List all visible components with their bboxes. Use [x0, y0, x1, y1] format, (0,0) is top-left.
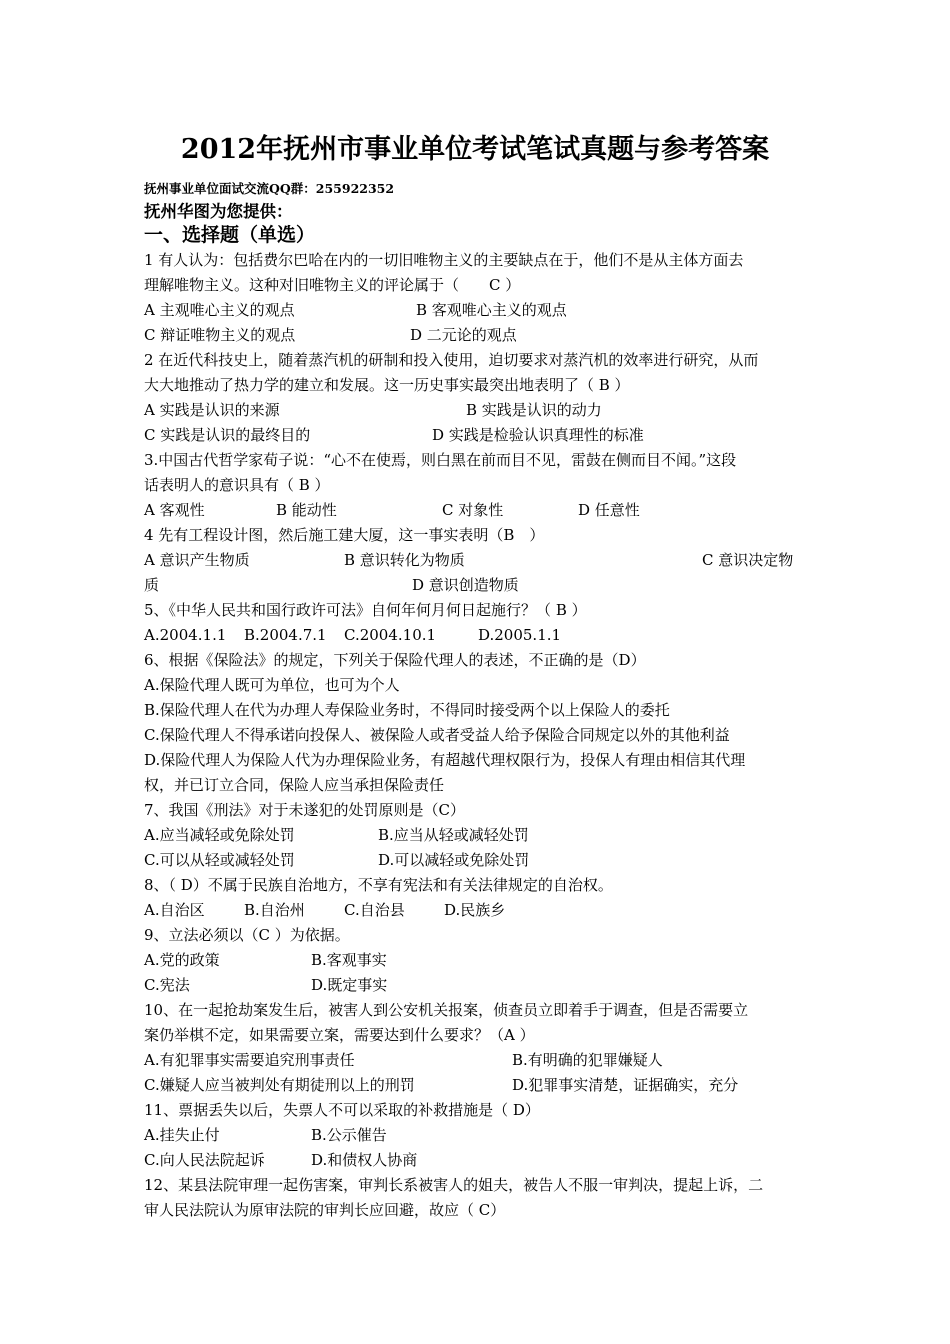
section-heading: 一、选择题（单选）: [144, 224, 316, 246]
question-2-line-2: 大大地推动了热力学的建立和发展。这一历史事实最突出地表明了（ B ）: [144, 376, 630, 394]
option-c: C.可以从轻或减轻处罚: [144, 851, 295, 869]
option-d: D 任意性: [578, 501, 640, 519]
option-b: B 客观唯心主义的观点: [416, 301, 567, 319]
question-11-line-1: 11、票据丢失以后，失票人不可以采取的补救措施是（ D）: [144, 1101, 540, 1119]
option-d: D.民族乡: [444, 901, 506, 919]
question-7-line-1: 7、我国《刑法》对于未遂犯的处罚原则是（C）: [144, 801, 466, 819]
option-c: C 辩证唯物主义的观点: [144, 326, 296, 344]
option-b: B.有明确的犯罪嫌疑人: [512, 1051, 663, 1069]
option-b: B.自治州: [244, 901, 305, 919]
option-a: A.党的政策: [144, 951, 220, 969]
question-5-line-1: 5、《中华人民共和国行政许可法》自何年何月何日起施行？（ B ）: [144, 601, 587, 619]
option-b: B.应当从轻或减轻处罚: [378, 826, 529, 844]
option-b: B.客观事实: [311, 951, 387, 969]
option-d: D 意识创造物质: [412, 576, 519, 594]
option-b: B 能动性: [276, 501, 337, 519]
option-c: C.2004.10.1: [344, 626, 437, 644]
option-c: C 意识决定物: [702, 551, 794, 569]
option-d: D.和债权人协商: [311, 1151, 418, 1169]
option-a: A.自治区: [144, 901, 205, 919]
option-d: D.既定事实: [311, 976, 388, 994]
question-6-line-1: 6、根据《保险法》的规定，下列关于保险代理人的表述，不正确的是（D）: [144, 651, 646, 669]
option-a: A.应当减轻或免除处罚: [144, 826, 295, 844]
question-8-line-1: 8、（ D）不属于民族自治地方，不享有宪法和有关法律规定的自治权。: [144, 876, 613, 894]
question-10-line-1: 10、在一起抢劫案发生后，被害人到公安机关报案，侦查员立即着手于调查，但是否需要立: [144, 1001, 749, 1019]
option-a: A.保险代理人既可为单位，也可为个人: [144, 676, 400, 694]
option-a: A.挂失止付: [144, 1126, 220, 1144]
option-d: D.可以减轻或免除处罚: [378, 851, 530, 869]
option-a: A 实践是认识的来源: [144, 401, 280, 419]
qq-group-line: 抚州事业单位面试交流QQ群：255922352: [144, 181, 395, 196]
question-9-line-1: 9、立法必须以（C ）为依据。: [144, 926, 350, 944]
option-c-continued: 质: [144, 576, 160, 594]
page-title: 2012年抚州市事业单位考试笔试真题与参考答案: [180, 134, 770, 165]
option-c: C.自治县: [344, 901, 405, 919]
option-d-continued: 权，并已订立合同，保险人应当承担保险责任: [144, 776, 445, 794]
option-c: C 实践是认识的最终目的: [144, 426, 311, 444]
option-b: B 意识转化为物质: [344, 551, 465, 569]
question-1-line-2: 理解唯物主义。这种对旧唯物主义的评论属于（ C ）: [144, 276, 521, 294]
option-b: B.保险代理人在代为办理人寿保险业务时，不得同时接受两个以上保险人的委托: [144, 701, 670, 719]
option-c: C.宪法: [144, 976, 190, 994]
question-12-line-1: 12、某县法院审理一起伤害案，审判长系被害人的姐夫，被告人不服一审判决，提起上诉，二: [144, 1176, 764, 1194]
option-d: D.2005.1.1: [478, 626, 562, 644]
option-b: B 实践是认识的动力: [466, 401, 602, 419]
option-a: A 主观唯心主义的观点: [144, 301, 295, 319]
provider-line: 抚州华图为您提供：: [144, 202, 293, 221]
option-a: A 客观性: [144, 501, 205, 519]
option-d: D.保险代理人为保险人代为办理保险业务，有超越代理权限行为，投保人有理由相信其代理: [144, 751, 746, 769]
question-10-line-2: 案仍举棋不定，如果需要立案，需要达到什么要求？（A ）: [144, 1026, 535, 1044]
option-c: C.保险代理人不得承诺向投保人、被保险人或者受益人给予保险合同规定以外的其他利益: [144, 726, 730, 744]
option-c: C 对象性: [442, 501, 504, 519]
option-d: D.犯罪事实清楚，证据确实，充分: [512, 1076, 739, 1094]
option-c: C.嫌疑人应当被判处有期徒刑以上的刑罚: [144, 1076, 415, 1094]
question-4-line-1: 4 先有工程设计图，然后施工建大厦，这一事实表明（B ）: [144, 526, 545, 544]
question-2-line-1: 2 在近代科技史上，随着蒸汽机的研制和投入使用，迫切要求对蒸汽机的效率进行研究，从而: [144, 351, 759, 369]
option-a: A.2004.1.1: [144, 626, 227, 644]
option-a: A.有犯罪事实需要追究刑事责任: [144, 1051, 355, 1069]
option-d: D 二元论的观点: [410, 326, 517, 344]
option-c: C.向人民法院起诉: [144, 1151, 265, 1169]
option-b: B.公示催告: [311, 1126, 387, 1144]
question-3-line-2: 话表明人的意识具有（ B ）: [144, 476, 330, 494]
option-d: D 实践是检验认识真理性的标准: [432, 426, 644, 444]
question-3-line-1: 3.中国古代哲学家荀子说：“心不在使焉，则白黑在前而目不见，雷鼓在侧而目不闻。”这段: [144, 451, 737, 469]
option-a: A 意识产生物质: [144, 551, 250, 569]
question-1-line-1: 1 有人认为：包括费尔巴哈在内的一切旧唯物主义的主要缺点在于，他们不是从主体方面去: [144, 251, 744, 269]
question-12-line-2: 审人民法院认为原审法院的审判长应回避，故应（ C）: [144, 1201, 506, 1219]
option-b: B.2004.7.1: [244, 626, 327, 644]
